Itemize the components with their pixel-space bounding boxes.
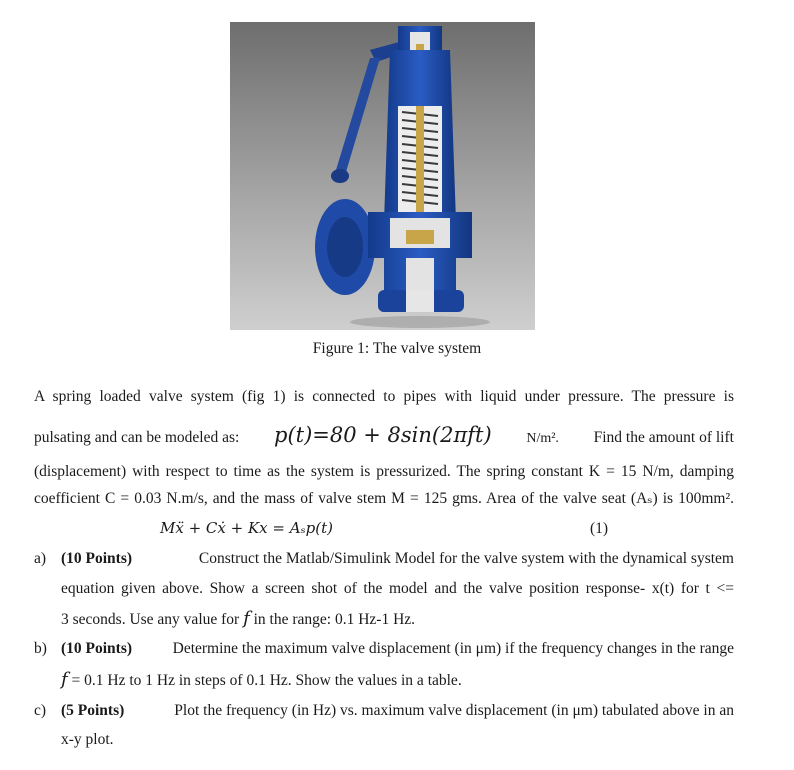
item-a-points: (10 Points) xyxy=(61,550,133,567)
paragraph-line-1: A spring loaded valve system (fig 1) is connected to pipes with liquid under pressure. The pressure is xyxy=(34,388,734,405)
figure-background xyxy=(230,22,535,330)
item-a-line-2: equation given above. Show a screen shot of the model and the valve position response- x(t) for t <= xyxy=(61,580,734,597)
item-b-line-1 xyxy=(61,640,734,658)
frequency-var-b: f xyxy=(61,669,68,690)
item-a-line-1 xyxy=(61,550,734,568)
item-b-text-2: = 0.1 Hz to 1 Hz in steps of 0.1 Hz. Show the values in a table. xyxy=(71,672,462,689)
paragraph-line-4: coefficient C = 0.03 N.m/s, and the mass of valve stem M = 125 gms. Area of the valve seat (Aₛ) is 100mm². xyxy=(34,490,734,507)
item-a-text-1: Construct the Matlab/Simulink Model for the valve system with the dynamical system xyxy=(198,550,734,567)
item-b-label: b) xyxy=(34,640,47,657)
item-b-line-2 xyxy=(61,669,462,690)
item-c-line-2: x-y plot. xyxy=(61,731,114,748)
item-c-label: c) xyxy=(34,702,47,719)
pressure-equation: p(t)=80 + 8sin(2πft) xyxy=(274,423,492,447)
outlet-bore xyxy=(406,290,434,312)
paragraph-line-3: (displacement) with respect to time as the system is pressurized. The spring constant K = 15 N/m, damping xyxy=(34,463,734,480)
item-a-line-3 xyxy=(61,608,415,629)
valve-disc xyxy=(406,230,434,244)
paragraph-line-2-text-b: Find the amount of lift xyxy=(593,429,734,446)
dynamics-equation: Mẍ + Cẋ + Kx = Aₛp(t) xyxy=(160,519,333,537)
pressure-unit: N/m². xyxy=(526,431,559,446)
lever-knob xyxy=(331,169,349,183)
valve-figure xyxy=(230,22,535,330)
valve-illustration xyxy=(230,22,535,330)
item-a-text-3a: 3 seconds. Use any value for xyxy=(61,611,240,628)
item-c-points: (5 Points) xyxy=(61,702,125,719)
item-b-points: (10 Points) xyxy=(61,640,133,657)
shadow xyxy=(350,316,490,328)
paragraph-line-2 xyxy=(34,423,734,447)
stem-inner xyxy=(416,106,424,216)
inlet-bore xyxy=(327,217,363,277)
item-b-text-1: Determine the maximum valve displacement (in μm) if the frequency changes in the range xyxy=(172,640,734,657)
item-a-text-3b: in the range: 0.1 Hz-1 Hz. xyxy=(253,611,416,628)
paragraph-line-2-text-a: pulsating and can be modeled as: xyxy=(34,429,240,446)
frequency-var-a: f xyxy=(243,608,250,629)
figure-caption: Figure 1: The valve system xyxy=(312,340,482,357)
item-c-text-1: Plot the frequency (in Hz) vs. maximum valve displacement (in μm) tabulated above in an xyxy=(174,702,734,719)
equation-number: (1) xyxy=(590,520,609,537)
item-a-label: a) xyxy=(34,550,47,567)
outlet-cutaway xyxy=(406,258,434,294)
item-c-line-1 xyxy=(61,702,734,720)
